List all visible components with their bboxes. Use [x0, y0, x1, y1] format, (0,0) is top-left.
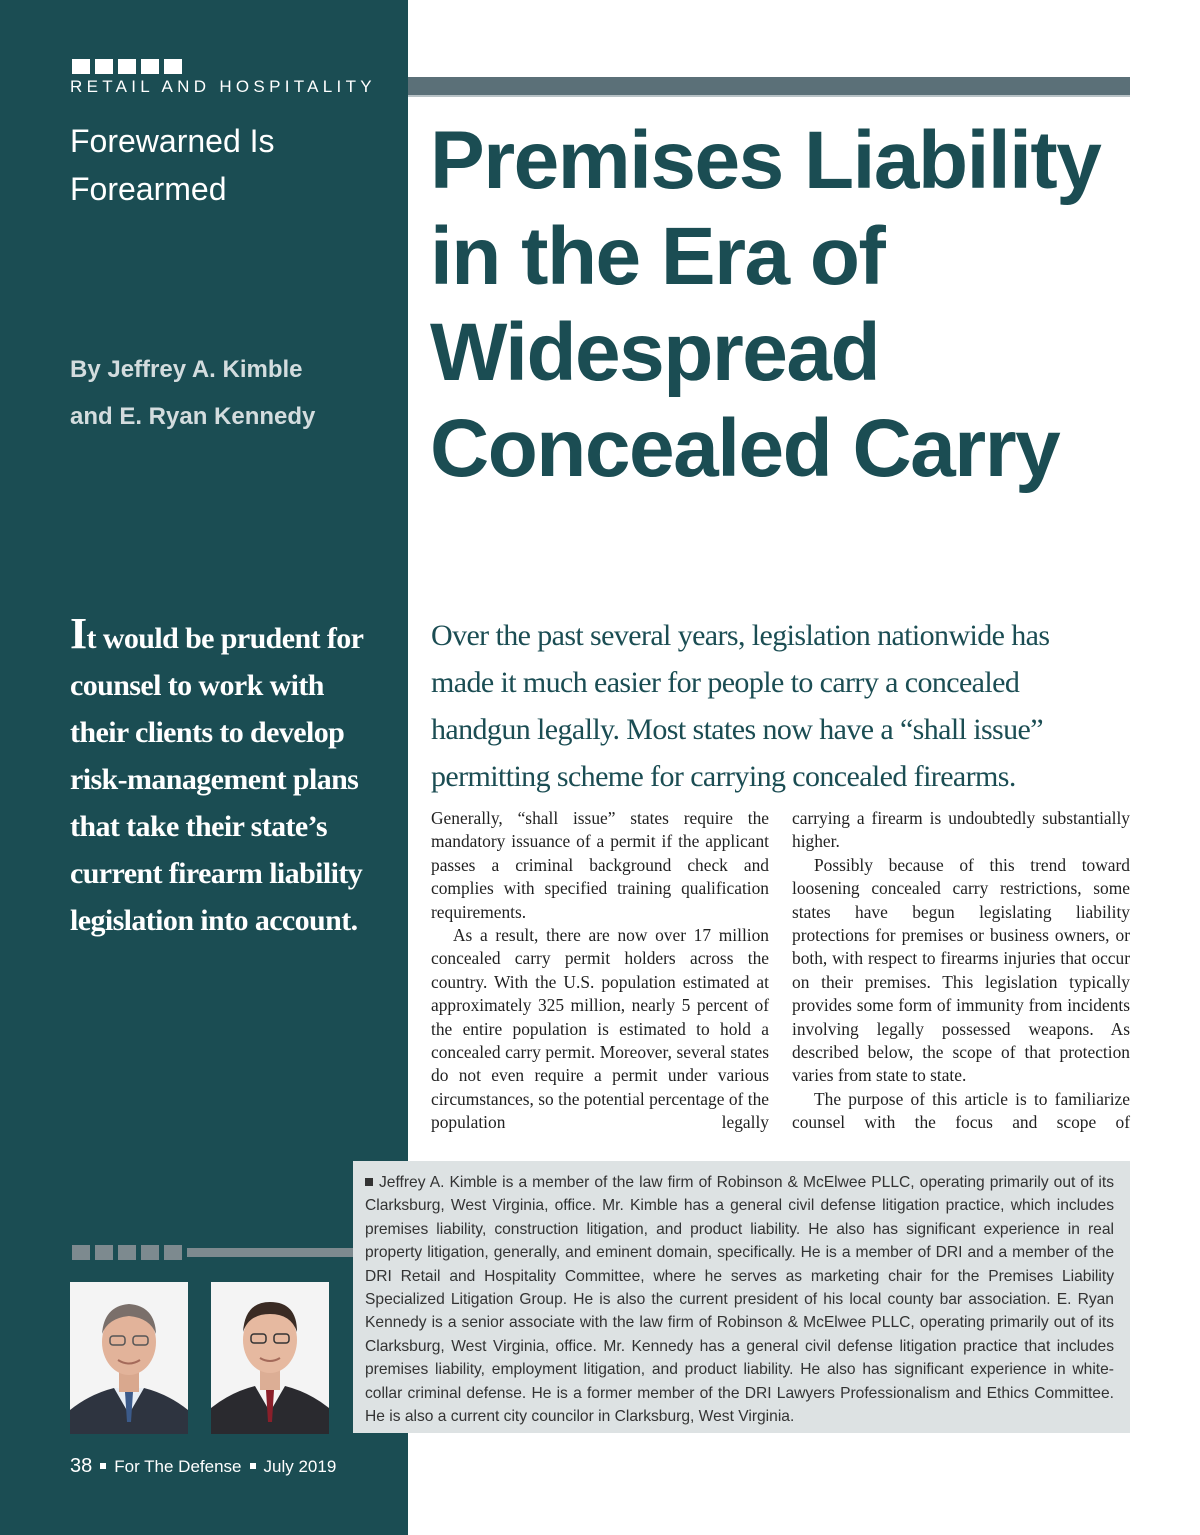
body-paragraph: As a result, there are now over 17 million concealed carry permit holders across the country. With the U.S. population estimated at approximately 325 million, nearly 5 percent of the entire population is estimated to hold a concealed carry permit. Moreover, several states do not even require a permit under various circumstances, so the potential percentage of the population legally [431, 925, 769, 1133]
lead-line: permitting scheme for carrying concealed firearms. [431, 760, 1016, 793]
body-paragraph: carrying a firearm is undoubtedly substantially higher. [792, 808, 1130, 852]
section-label: RETAIL AND HOSPITALITY [70, 77, 376, 96]
title-line: Premises Liability [430, 115, 1101, 206]
body-paragraph: The purpose of this article is to familiarize counsel with the focus and scope of [792, 1088, 1130, 1133]
pull-quote-line: counsel to work with [70, 669, 324, 702]
byline [70, 346, 390, 440]
subtitle-line: Forewarned Is [70, 123, 275, 159]
separator-icon [250, 1463, 256, 1469]
pull-quote-dropcap: I [70, 609, 87, 658]
pull-quote [70, 610, 390, 944]
pull-quote-line: current firearm liability [70, 857, 363, 890]
title-line: in the Era of [430, 211, 885, 302]
author-photo-kimble [70, 1282, 188, 1434]
pull-quote-line: their clients to develop [70, 716, 345, 749]
page-number: 38 [70, 1455, 93, 1477]
byline-line: By Jeffrey A. Kimble [70, 356, 303, 383]
body-column-left [431, 807, 769, 1135]
bio-marker-squares [72, 1245, 182, 1260]
pull-quote-line: legislation into account. [70, 904, 358, 937]
title-line: Widespread [430, 307, 880, 398]
pull-quote-line: t would be prudent for [86, 622, 364, 655]
separator-icon [100, 1463, 106, 1469]
section-marker-squares [72, 59, 182, 74]
article-subtitle [70, 117, 390, 213]
lead-line: handgun legally. Most states now have a “shall issue” [431, 713, 1043, 746]
bio-rule [187, 1248, 353, 1257]
issue-date: July 2019 [263, 1457, 337, 1476]
author-photo-kennedy [211, 1282, 329, 1434]
author-bio-box [353, 1161, 1130, 1433]
bullet-icon [365, 1178, 373, 1186]
section-rule [408, 77, 1130, 97]
article-title [430, 113, 1170, 497]
body-column-right [792, 807, 1130, 1135]
title-line: Concealed Carry [430, 403, 1060, 494]
pull-quote-line: that take their state’s [70, 810, 327, 843]
author-bio-text: Jeffrey A. Kimble is a member of the law firm of Robinson & McElwee PLLC, operating primarily out of its Clarksburg, West Virginia, office. Mr. Kimble has a general civil defense litigation practice, which includes premises liability, construction litigation, and product liability. He also has significant experience in real property litigation, generally, and eminent domain, specifically. He is a member of DRI and a member of the DRI Retail and Hospitality Committee, where he serves as marketing chair for the Premises Liability Specialized Litigation Group. He is also the current president of his local county bar association. E. Ryan Kennedy is a senior associate with the law firm of Robinson & McElwee PLLC, operating primarily out of its Clarksburg, West Virginia, office. Mr. Kennedy has a general civil defense litigation practice that includes premises liability, employment litigation, and product liability. He also has significant experience in white-collar criminal defense. He is a former member of the DRI Lawyers Professionalism and Ethics Committee. He is also a current city councilor in Clarksburg, West Virginia. [365, 1174, 1114, 1426]
pull-quote-line: risk-management plans [70, 763, 359, 796]
byline-line: and E. Ryan Kennedy [70, 403, 316, 430]
page-footer [70, 1455, 336, 1478]
subtitle-line: Forearmed [70, 171, 227, 207]
publication-name: For The Defense [114, 1457, 242, 1476]
lead-line: made it much easier for people to carry a concealed [431, 666, 1020, 699]
body-paragraph: Generally, “shall issue” states require the mandatory issuance of a permit if the applicant passes a criminal background check and complies with specified training qualification requirements. [431, 808, 769, 922]
body-paragraph: Possibly because of this trend toward loosening concealed carry restrictions, some states have begun legislating liability protections for premises or business owners, or both, with respect to firearms injuries that occur on their premises. This legislation typically provides some form of immunity from incidents involving legally possessed weapons. As described below, the scope of that protection varies from state to state. [792, 854, 1130, 1086]
lead-line: Over the past several years, legislation nationwide has [431, 619, 1050, 652]
lead-paragraph [431, 612, 1151, 800]
